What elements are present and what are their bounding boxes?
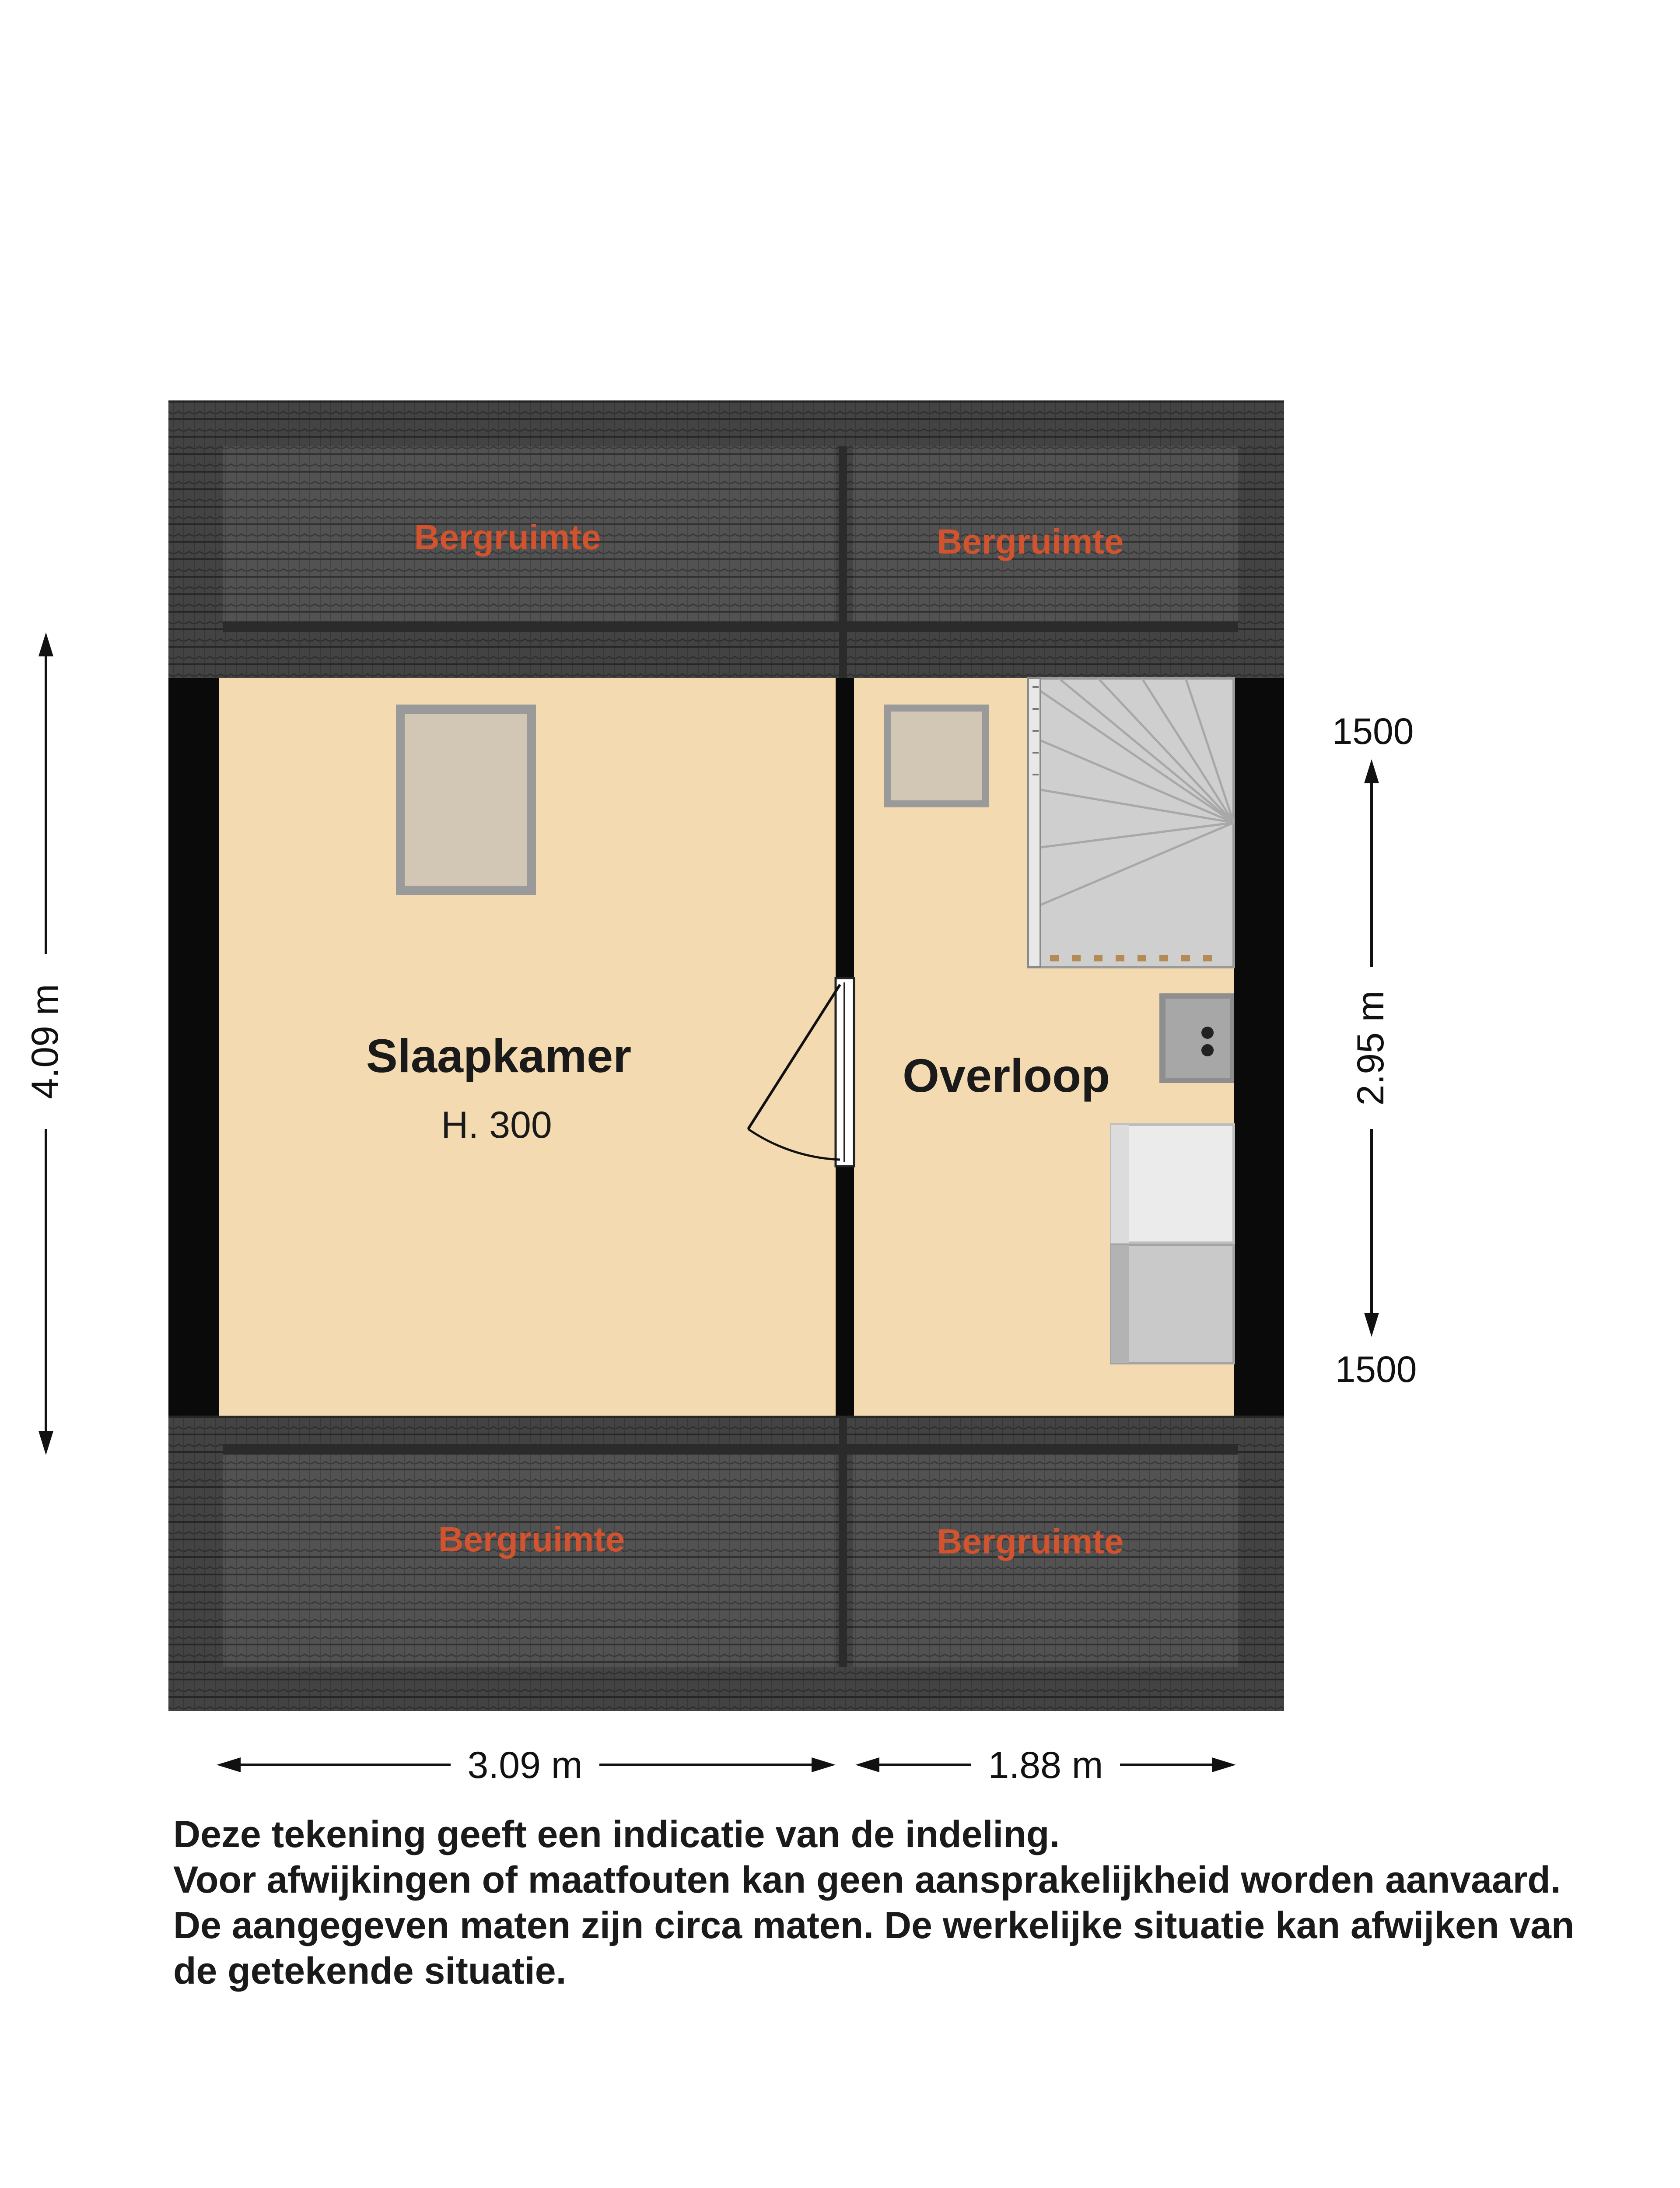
roof-divider-top bbox=[839, 446, 847, 678]
knee-wall-bottom bbox=[223, 1444, 1238, 1455]
dimension-bottom-left bbox=[217, 1744, 836, 1786]
dimension-right bbox=[1332, 711, 1417, 1390]
disclaimer-line-2: Voor afwijkingen of maatfouten kan geen aansprakelijkheid worden aanvaard. bbox=[173, 1859, 1561, 1901]
knee-wall-top bbox=[223, 621, 1238, 632]
disclaimer-line-1: Deze tekening geeft een indicatie van de indeling. bbox=[173, 1813, 1060, 1855]
boiler-icon bbox=[1159, 993, 1234, 1083]
wall-right bbox=[1234, 678, 1284, 1416]
dimension-left-label: 4.09 m bbox=[24, 984, 66, 1099]
roof-divider-bottom bbox=[839, 1416, 847, 1667]
dimension-bottom-right bbox=[855, 1744, 1236, 1786]
dryer-icon bbox=[1111, 1245, 1234, 1363]
room-name-landing: Overloop bbox=[902, 1049, 1110, 1102]
skylight-icon bbox=[884, 705, 989, 807]
disclaimer-line-3: De aangegeven maten zijn circa maten. De werkelijke situatie kan afwijken van bbox=[173, 1904, 1575, 1946]
dimension-right-top-value: 1500 bbox=[1332, 711, 1414, 752]
storage-label-bottom-left: Bergruimte bbox=[438, 1520, 625, 1559]
room-height-bedroom: H. 300 bbox=[441, 1104, 552, 1146]
stairs-icon bbox=[1028, 678, 1234, 967]
storage-label-top-right: Bergruimte bbox=[937, 522, 1124, 561]
disclaimer bbox=[173, 1812, 1661, 1994]
disclaimer-line-4: de getekende situatie. bbox=[173, 1950, 567, 1992]
dimension-right-bottom-value: 1500 bbox=[1335, 1349, 1417, 1390]
skylight-icon bbox=[396, 705, 536, 895]
storage-label-bottom-right: Bergruimte bbox=[937, 1522, 1124, 1561]
washing-machine-icon bbox=[1111, 1125, 1234, 1243]
room-name-bedroom: Slaapkamer bbox=[366, 1029, 632, 1082]
wall-left bbox=[168, 678, 219, 1416]
dimension-right-label: 2.95 m bbox=[1350, 990, 1392, 1106]
dimension-left bbox=[24, 632, 66, 1455]
dimension-bottom-right-label: 1.88 m bbox=[988, 1744, 1103, 1786]
dimension-bottom-left-label: 3.09 m bbox=[467, 1744, 583, 1786]
storage-label-top-left: Bergruimte bbox=[414, 518, 601, 557]
